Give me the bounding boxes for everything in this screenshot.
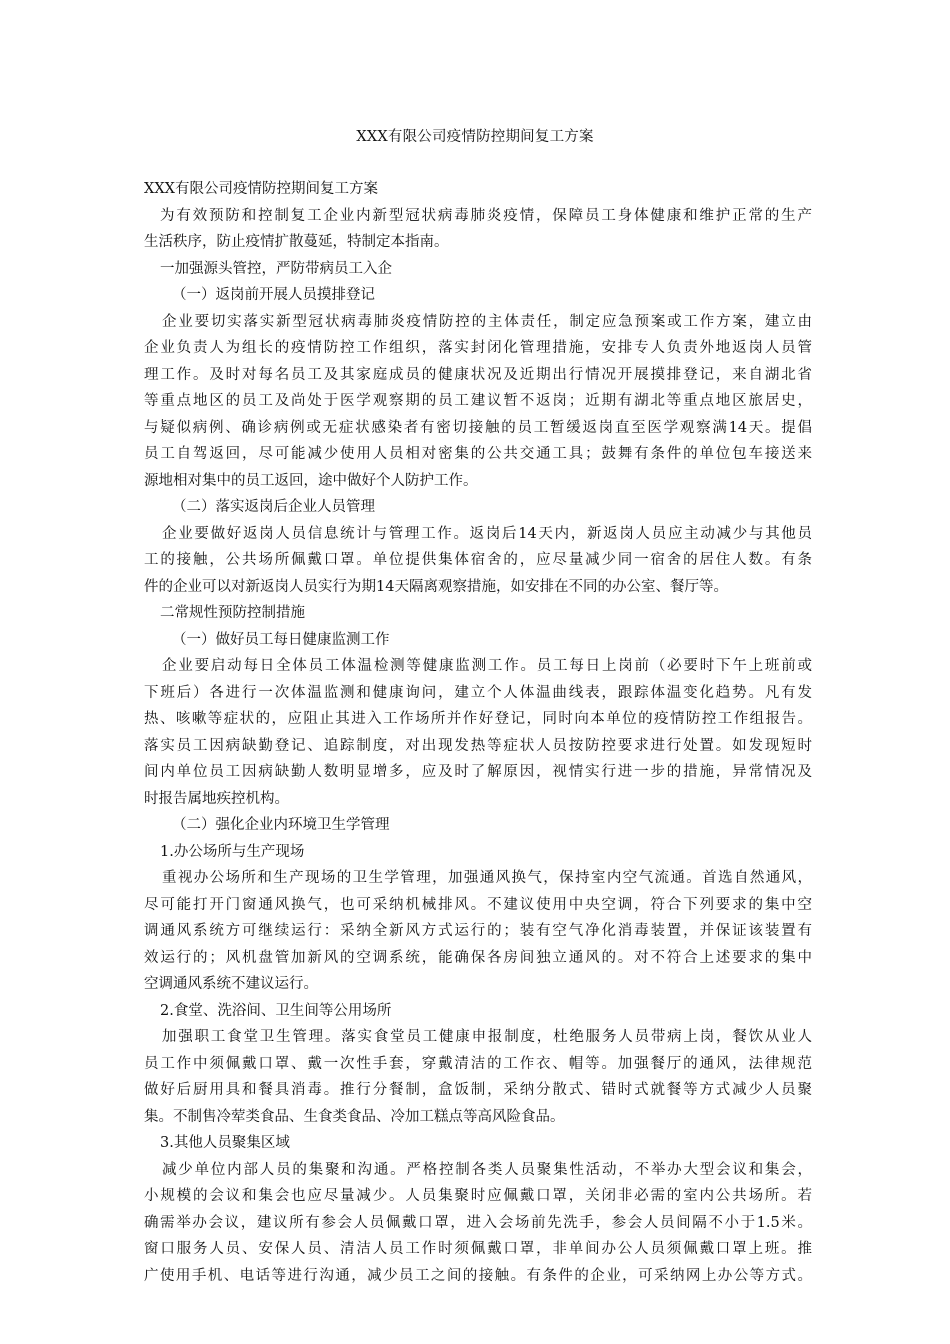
paragraph-line: 集。不制售冷荤类食品、生食类食品、冷加工糕点等高风险食品。 xyxy=(144,1108,565,1125)
paragraph-line: 理工作。及时对每名员工及其家庭成员的健康状况及近期出行情况开展摸排登记，来自湖北省 xyxy=(144,366,812,383)
subsection-heading: （二）强化企业内环境卫生学管理 xyxy=(172,817,390,833)
paragraph-line: 调通风系统方可继续运行：采纳全新风方式运行的；装有空气净化消毒装置，并保证该装置有 xyxy=(144,923,812,939)
paragraph-line: 广使用手机、电话等进行沟通，减少员工之间的接触。有条件的企业，可采纳网上办公等方式。 xyxy=(144,1267,812,1284)
paragraph-line: 为有效预防和控制复工企业内新型冠状病毒肺炎疫情，保障员工身体健康和维护正常的生产 xyxy=(160,207,812,224)
section-heading: 一加强源头管控，严防带病员工入企 xyxy=(160,260,392,277)
paragraph-line: 确需举办会议，建议所有参会人员佩戴口罩，进入会场前先洗手，参会人员间隔不小于1.5米。 xyxy=(144,1214,812,1231)
paragraph-line: 企业要启动每日全体员工体温检测等健康监测工作。员工每日上岗前（必要时下午上班前或 xyxy=(162,658,812,674)
paragraph-line: 源地相对集中的员工返回，途中做好个人防护工作。 xyxy=(144,472,478,489)
paragraph-line: 减少单位内部人员的集聚和沟通。严格控制各类人员聚集性活动，不举办大型会议和集会， xyxy=(162,1161,812,1178)
item-heading: 3.其他人员聚集区域 xyxy=(160,1135,290,1151)
paragraph-line: 件的企业可以对新返岗人员实行为期14天隔离观察措施，如安排在不同的办公室、餐厅等。 xyxy=(144,578,728,595)
item-heading: 2.食堂、洗浴间、卫生间等公用场所 xyxy=(160,1002,392,1019)
paragraph-line: 时报告属地疾控机构。 xyxy=(144,790,289,807)
paragraph-line: 空调通风系统不建议运行。 xyxy=(144,976,318,992)
body-line-heading: XXX有限公司疫情防控期间复工方案 xyxy=(144,181,378,197)
paragraph-line: 企业要做好返岗人员信息统计与管理工作。返岗后14天内，新返岗人员应主动减少与其他员 xyxy=(162,525,812,542)
paragraph-line: 尽可能打开门窗通风换气，也可采纳机械排风。不建议使用中央空调，符合下列要求的集中空 xyxy=(144,896,812,913)
paragraph-line: 下班后）各进行一次体温监测和健康询问，建立个人体温曲线表，跟踪体温变化趋势。凡有发 xyxy=(144,684,812,701)
section-heading: 二常规性预防控制措施 xyxy=(160,605,305,621)
paragraph-line: 效运行的；风机盘管加新风的空调系统，能确保各房间独立通风的。对不符合上述要求的集中 xyxy=(144,949,812,966)
paragraph-line: 工的接触，公共场所佩戴口罩。单位提供集体宿舍的，应尽量减少同一宿舍的居住人数。有条 xyxy=(144,552,812,568)
paragraph-line: 企业要切实落实新型冠状病毒肺炎疫情防控的主体责任，制定应急预案或工作方案，建立由 xyxy=(162,313,812,330)
paragraph-line: 窗口服务人员、安保人员、清洁人员工作时须佩戴口罩，非单间办公人员须佩戴口罩上班。推 xyxy=(144,1241,812,1257)
subsection-heading: （一）返岗前开展人员摸排登记 xyxy=(172,287,375,303)
paragraph-line: 与疑似病例、确诊病例或无症状感染者有密切接触的员工暂缓返岗直至医学观察满14天。提倡 xyxy=(144,419,812,436)
paragraph-line: 做好后厨用具和餐具消毒。推行分餐制，盒饭制，采纳分散式、错时式就餐等方式减少人员聚 xyxy=(144,1082,812,1098)
paragraph-line: 小规模的会议和集会也应尽量减少。人员集聚时应佩戴口罩，关闭非必需的室内公共场所。若 xyxy=(144,1188,812,1204)
paragraph-line: 企业负责人为组长的疫情防控工作组织，落实封闭化管理措施，安排专人负责外地返岗人员管 xyxy=(144,340,812,356)
document-body xyxy=(144,176,812,1289)
paragraph-line: 落实员工因病缺勤登记、追踪制度，对出现发热等症状人员按防控要求进行处置。如发现短时 xyxy=(144,737,812,754)
paragraph-line: 热、咳嗽等症状的，应阻止其进入工作场所并作好登记，同时向本单位的疫情防控工作组报告。 xyxy=(144,711,812,727)
paragraph-line: 员工自驾返回，尽可能减少使用人员相对密集的公共交通工具；鼓舞有条件的单位包车接送来 xyxy=(144,446,812,462)
subsection-heading: （一）做好员工每日健康监测工作 xyxy=(172,631,390,648)
paragraph-line: 员工作中须佩戴口罩、戴一次性手套，穿戴清洁的工作衣、帽等。加强餐厅的通风，法律规范 xyxy=(144,1055,812,1072)
paragraph-line: 加强职工食堂卫生管理。落实食堂员工健康申报制度，杜绝服务人员带病上岗，餐饮从业人 xyxy=(162,1029,812,1045)
paragraph-line: 等重点地区的员工及尚处于医学观察期的员工建议暂不返岗；近期有湖北等重点地区旅居史， xyxy=(144,393,812,409)
paragraph-line: 间内单位员工因病缺勤人数明显增多，应及时了解原因，视情实行进一步的措施，异常情况及 xyxy=(144,764,812,780)
paragraph-line: 生活秩序，防止疫情扩散蔓延，特制定本指南。 xyxy=(144,234,449,250)
paragraph-line: 重视办公场所和生产现场的卫生学管理，加强通风换气，保持室内空气流通。首选自然通风， xyxy=(162,870,812,886)
subsection-heading: （二）落实返岗后企业人员管理 xyxy=(172,499,375,515)
item-heading: 1.办公场所与生产现场 xyxy=(160,843,305,860)
document-title: XXX有限公司疫情防控期间复工方案 xyxy=(356,129,594,145)
